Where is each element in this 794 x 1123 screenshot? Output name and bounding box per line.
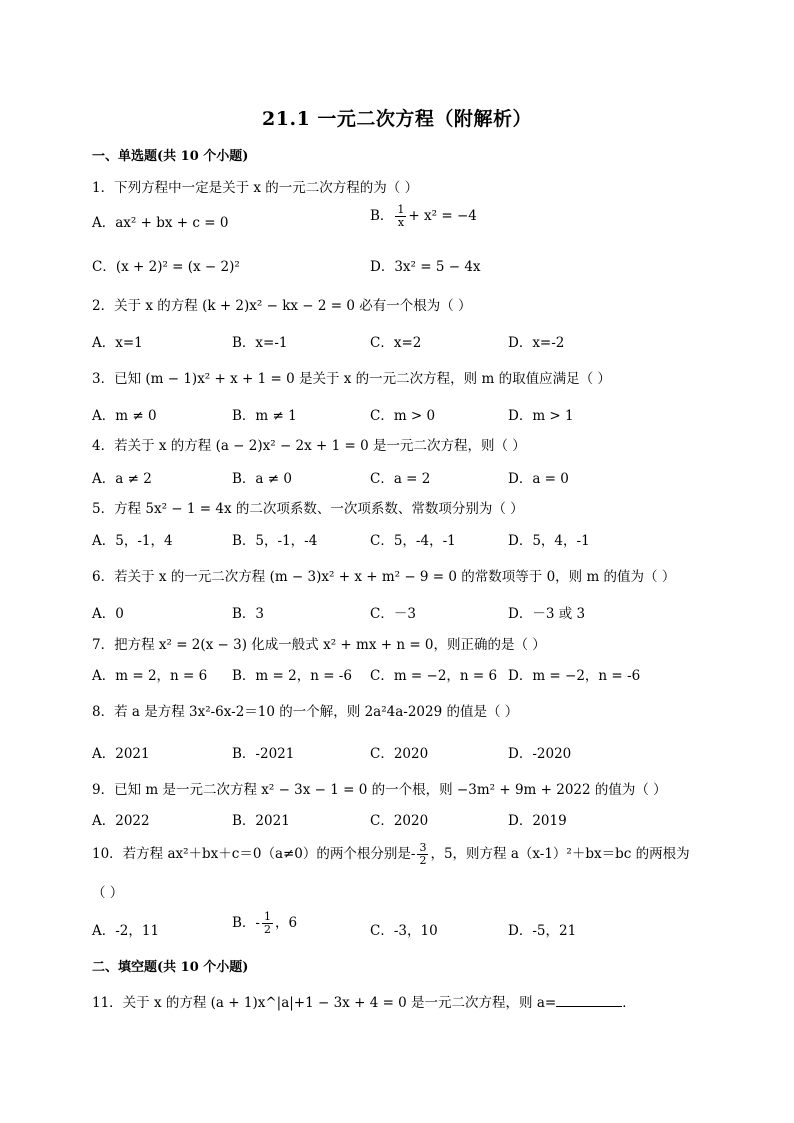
question-2: 2．关于 x 的方程 (k + 2)x² − kx − 2 = 0 必有一个根为（ ） <box>92 298 472 314</box>
question-8: 8．若 a 是方程 3x²-6x-2＝10 的一个解，则 2a²4a-2029 的值是（ ） <box>92 704 519 720</box>
q6-option-c: C．－3 <box>370 606 416 622</box>
question-11: 11．关于 x 的方程 (a + 1)x^|a|+1 − 3x + 4 = 0 是一元二次方程，则 a= ． <box>92 995 636 1011</box>
q4-option-c: C．a = 2 <box>370 471 431 487</box>
q9-option-d: D．2019 <box>508 813 567 829</box>
q3-option-c: C．m > 0 <box>370 408 436 424</box>
q4-option-a: A．a ≠ 2 <box>92 471 152 487</box>
q3-option-b: B．m ≠ 1 <box>232 408 297 424</box>
q7-option-a: A．m = 2，n = 6 <box>92 668 208 684</box>
q2-option-b: B．x=-1 <box>232 335 288 351</box>
q8-option-a: A．2021 <box>92 746 150 762</box>
question-6: 6．若关于 x 的一元二次方程 (m − 3)x² + x + m² − 9 = 0 的常数项等于 0，则 m 的值为（ ） <box>92 569 676 585</box>
q6-option-d: D．－3 或 3 <box>508 606 586 622</box>
q1-option-b: B． $\frac{1}{x}$ + x² = −4 <box>370 203 477 229</box>
answer-blank[interactable] <box>556 994 622 1007</box>
question-1: 1．下列方程中一定是关于 x 的一元二次方程的为（ ） <box>92 180 419 196</box>
q9-option-c: C．2020 <box>370 813 429 829</box>
q10-option-d: D．-5，21 <box>508 923 577 939</box>
section-heading-single-choice: 一、单选题(共 10 个小题) <box>92 149 249 164</box>
q2-option-a: A．x=1 <box>92 335 143 351</box>
fraction: $\frac{1}{2}$ <box>263 910 271 936</box>
question-7: 7．把方程 x² = 2(x − 3) 化成一般式 x² + mx + n = 0，则正确的是（ ） <box>92 637 546 653</box>
q1-option-a: A．ax² + bx + c = 0 <box>92 215 229 231</box>
q6-option-a: A．0 <box>92 606 124 622</box>
fraction: $\frac{3}{2}$ <box>419 841 427 867</box>
q10-option-a: A．-2，11 <box>92 923 160 939</box>
q5-option-d: D．5，4，-1 <box>508 533 590 549</box>
question-9: 9．已知 m 是一元二次方程 x² − 3x − 1 = 0 的一个根，则 −3m² + 9m + 2022 的值为（ ） <box>92 782 667 798</box>
q7-option-d: D．m = −2，n = -6 <box>508 668 641 684</box>
q4-option-b: B．a ≠ 0 <box>232 471 292 487</box>
question-3: 3．已知 (m − 1)x² + x + 1 = 0 是关于 x 的一元二次方程，则 m 的取值应满足（ ） <box>92 371 611 387</box>
question-10-continuation: （ ） <box>92 885 124 901</box>
q2-option-c: C．x=2 <box>370 335 422 351</box>
question-4: 4．若关于 x 的方程 (a − 2)x² − 2x + 1 = 0 是一元二次方程，则（ ） <box>92 438 526 454</box>
q4-option-d: D．a = 0 <box>508 471 569 487</box>
q10-option-b: B．- $\frac{1}{2}$ ，6 <box>232 910 298 936</box>
q5-option-a: A．5，-1，4 <box>92 533 173 549</box>
question-10: 10．若方程 ax²＋bx＋c＝0（a≠0）的两个根分别是- $\frac{3}{2}$ ，5，则方程 a（x-1）²＋bx＝bc 的两根为 <box>92 841 690 867</box>
q9-option-b: B．2021 <box>232 813 290 829</box>
question-5: 5．方程 5x² − 1 = 4x 的二次项系数、一次项系数、常数项分别为（ ） <box>92 501 524 517</box>
page-title: 21.1 一元二次方程（附解析） <box>262 108 532 130</box>
q7-option-c: C．m = −2，n = 6 <box>370 668 498 684</box>
q1-option-d: D．3x² = 5 − 4x <box>370 259 481 275</box>
q8-option-d: D．-2020 <box>508 746 572 762</box>
q1-option-c: C．(x + 2)² = (x − 2)² <box>92 259 240 275</box>
q7-option-b: B．m = 2，n = -6 <box>232 668 352 684</box>
q10-option-c: C．-3，10 <box>370 923 438 939</box>
fraction: $\frac{1}{x}$ <box>397 203 405 229</box>
q3-option-d: D．m > 1 <box>508 408 574 424</box>
q8-option-b: B．-2021 <box>232 746 295 762</box>
section-heading-fill-blank: 二、填空题(共 10 个小题) <box>92 960 249 975</box>
q5-option-b: B．5，-1，-4 <box>232 533 318 549</box>
q8-option-c: C．2020 <box>370 746 429 762</box>
q9-option-a: A．2022 <box>92 813 150 829</box>
q3-option-a: A．m ≠ 0 <box>92 408 157 424</box>
q5-option-c: C．5，-4，-1 <box>370 533 456 549</box>
q2-option-d: D．x=-2 <box>508 335 565 351</box>
q6-option-b: B．3 <box>232 606 265 622</box>
